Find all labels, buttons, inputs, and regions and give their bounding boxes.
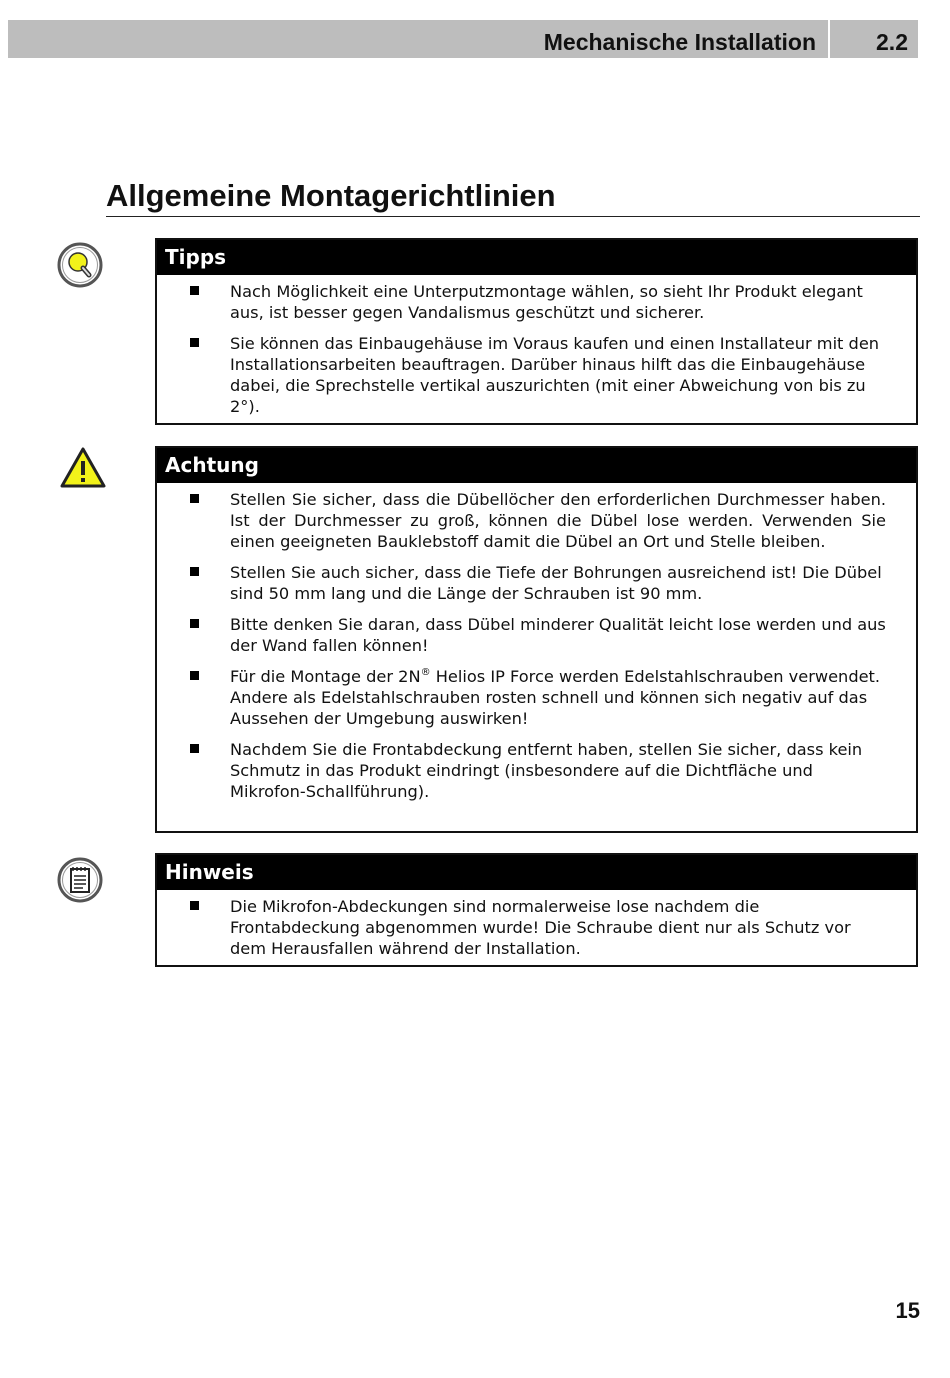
bullet <box>190 901 199 910</box>
list-item-text: Nach Möglichkeit eine Unterputzmontage wählen, so sieht Ihr Produkt elegant aus, ist besser gegen Vandalismus geschützt und sicherer. <box>230 282 863 322</box>
bullet <box>190 494 199 503</box>
list-item <box>157 666 886 729</box>
warning-icon <box>59 446 107 490</box>
warning-box <box>155 446 918 833</box>
warning-title: Achtung <box>157 448 916 483</box>
list-item-text: Stellen Sie sicher, dass die Dübellöcher den erforderlichen Durchmesser haben. Ist der Durchmesser zu groß, können die Dübel lose werden. Verwenden Sie einen geeigneten Bauklebstoff damit die Dübel an Ort und Stelle bleiben. <box>230 490 886 551</box>
list-item <box>157 333 886 417</box>
registered-mark: ® <box>420 667 431 678</box>
list-item-text: Nachdem Sie die Frontabdeckung entfernt haben, stellen Sie sicher, dass kein Schmutz in das Produkt eindringt (insbesondere auf die Dichtfläche und Mikrofon-Schallführung). <box>230 740 863 801</box>
page-number: 15 <box>895 1298 920 1323</box>
list-item-text: Sie können das Einbaugehäuse im Voraus kaufen und einen Installateur mit den Installationsarbeiten beauftragen. Darüber hinaus hilft das die Einbaugehäuse dabei, die Sprechstelle vertikal auszurichten (mit einer Abweichung von bis zu 2°). <box>230 334 880 416</box>
page-title: Allgemeine Montagerichtlinien <box>106 176 920 217</box>
lightbulb-icon <box>56 241 104 289</box>
list-item <box>157 614 886 656</box>
list-item <box>157 489 886 552</box>
note-title: Hinweis <box>157 855 916 890</box>
tips-title: Tipps <box>157 240 916 275</box>
list-item-text: Bitte denken Sie daran, dass Dübel minderer Qualität leicht lose werden und aus der Wand fallen können! <box>230 615 886 655</box>
tips-box <box>155 238 918 425</box>
note-box <box>155 853 918 967</box>
list-item-text-a: Für die Montage der 2N <box>230 667 421 686</box>
list-item <box>157 281 886 323</box>
list-item <box>157 562 886 604</box>
section-title: Mechanische Installation <box>543 29 816 55</box>
notepad-icon <box>56 856 104 904</box>
list-item <box>157 739 886 802</box>
list-item-text: Stellen Sie auch sicher, dass die Tiefe der Bohrungen ausreichend ist! Die Dübel sind 50 mm lang und die Länge der Schrauben ist 90 mm. <box>230 563 882 603</box>
bullet <box>190 286 199 295</box>
list-item-text-b: Helios IP Force werden Edelstahlschrauben verwendet. Andere als Edelstahlschrauben rosten schnell und können sich negativ auf das Aussehen der Umgebung auswirken! <box>230 667 881 728</box>
bullet <box>190 567 199 576</box>
bullet <box>190 619 199 628</box>
list-item-text: Die Mikrofon-Abdeckungen sind normalerweise lose nachdem die Frontabdeckung abgenommen wurde! Die Schraube dient nur als Schutz vor dem Herausfallen während der Installation. <box>230 897 851 958</box>
bullet <box>190 338 199 347</box>
section-number: 2.2 <box>876 29 908 55</box>
bullet <box>190 671 199 680</box>
list-item <box>157 896 886 959</box>
running-header <box>8 20 918 58</box>
bullet <box>190 744 199 753</box>
